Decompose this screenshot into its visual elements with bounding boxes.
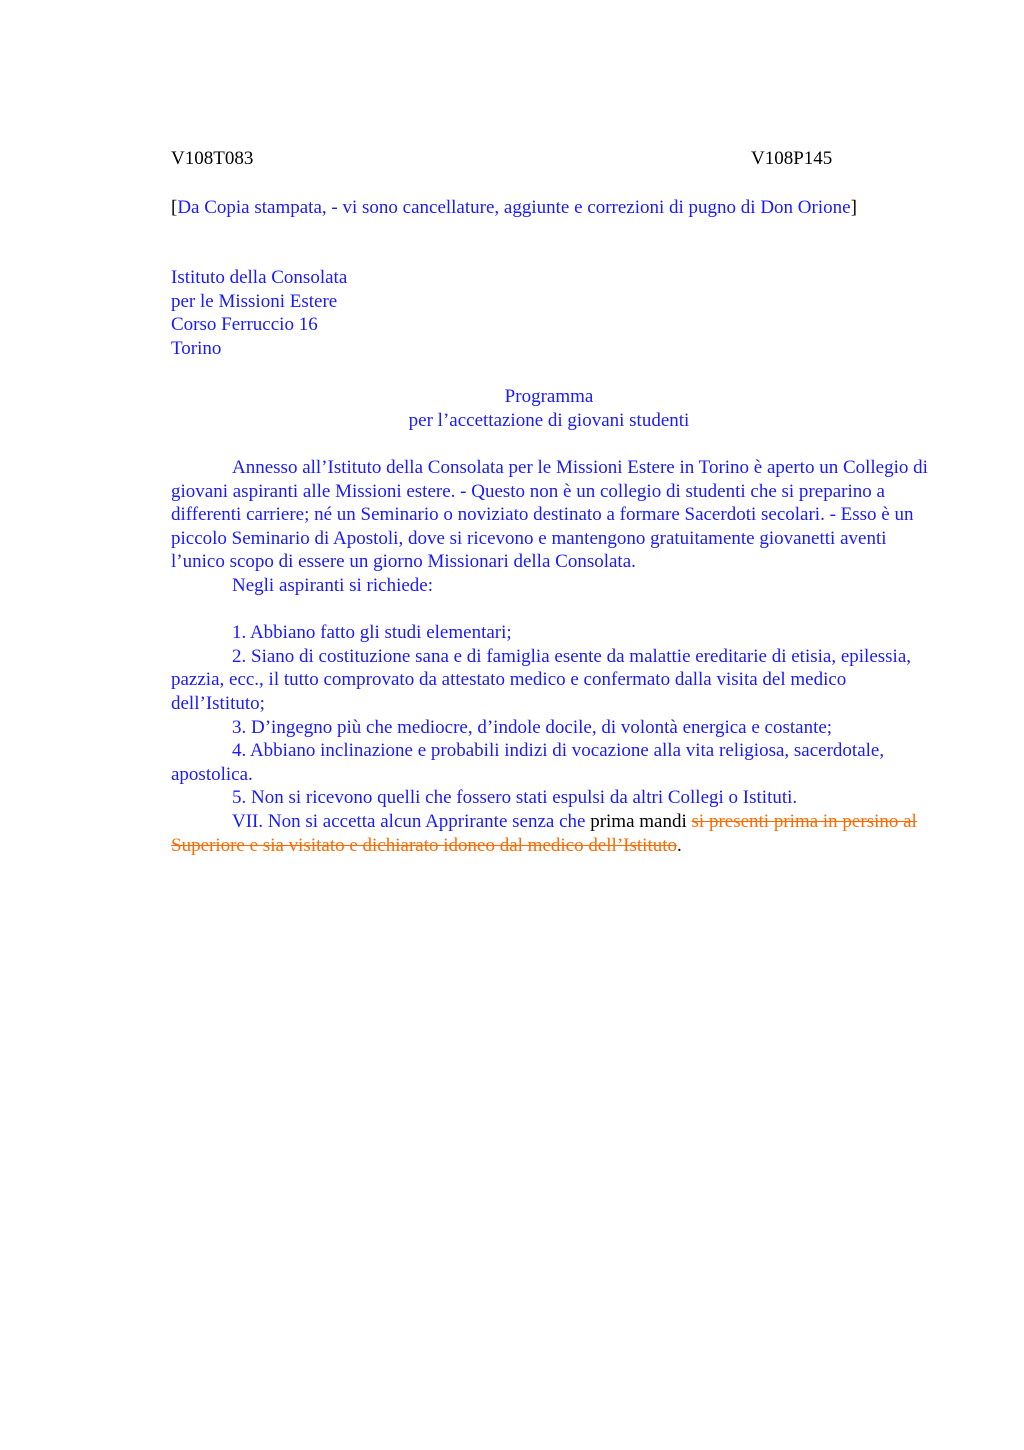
intro-paragraph: Annesso all’Istituto della Consolata per le Missioni Estere in Torino è aperto un Collegio di giovani aspiranti alle Missioni estere. - Questo non è un collegio di studenti che si preparino a differenti carriere; né un Seminario o noviziato destinato a formare Sacerdoti secolari. - Esso è un piccolo Seminario di Apostoli, dove si ricevono e mantengono gratuitamente giovanetti aventi l’unico scopo di essere un giorno Missionari della Consolata. [171, 457, 928, 573]
requirement-item: 3. D’ingegno più che mediocre, d’indole docile, di volontà energica e costante; [232, 716, 833, 738]
note-open-bracket: [ [171, 197, 178, 218]
requirement-item: 5. Non si ricevono quelli che fossero stati espulsi da altri Collegi o Istituti. [232, 787, 798, 809]
requirement-item: 4. Abbiano inclinazione e probabili indizi di vocazione alla vita religiosa, sacerdotale, apostolica. [171, 740, 885, 785]
note-close-bracket: ] [850, 197, 857, 218]
document-code-right: V108P145 [751, 148, 833, 169]
deleted-text: si presenti prima in persino al Superiore e sia visitato e dichiarato idoneo dal medico dell’Istituto [171, 810, 917, 856]
title-line-2: per l’accettazione di giovani studenti [408, 409, 690, 431]
address-line: Torino [171, 337, 222, 359]
paragraph-gap [171, 598, 931, 622]
inserted-correction: prima mandi [590, 810, 687, 832]
address-block [171, 266, 931, 360]
address-line: Corso Ferruccio 16 [171, 314, 318, 336]
requirement-item-last [171, 810, 931, 857]
note-text: Da Copia stampata, - vi sono cancellature, aggiunte e correzioni di pugno di Don Orione [177, 197, 851, 218]
last-item-prefix: VII. Non si accetta alcun Apprirante senza che [232, 810, 591, 832]
requirement-item: 2. Siano di costituzione sana e di famiglia esente da malattie ereditarie di etisia, epilessia, pazzia, ecc., il tutto comprovato da attestato medico e confermato dalla visita del medico dell’Istituto; [171, 645, 912, 714]
source-note [171, 196, 931, 220]
title-line-1: Programma [504, 386, 594, 407]
last-item-end: . [677, 834, 682, 856]
address-line: Istituto della Consolata [171, 267, 348, 288]
address-line: per le Missioni Estere [171, 290, 338, 312]
document-code-left: V108T083 [171, 148, 254, 169]
requirement-item: 1. Abbiano fatto gli studi elementari; [232, 622, 512, 644]
requirements-intro: Negli aspiranti si richiede: [232, 574, 434, 596]
document-title [171, 385, 927, 432]
document-body [171, 456, 931, 857]
